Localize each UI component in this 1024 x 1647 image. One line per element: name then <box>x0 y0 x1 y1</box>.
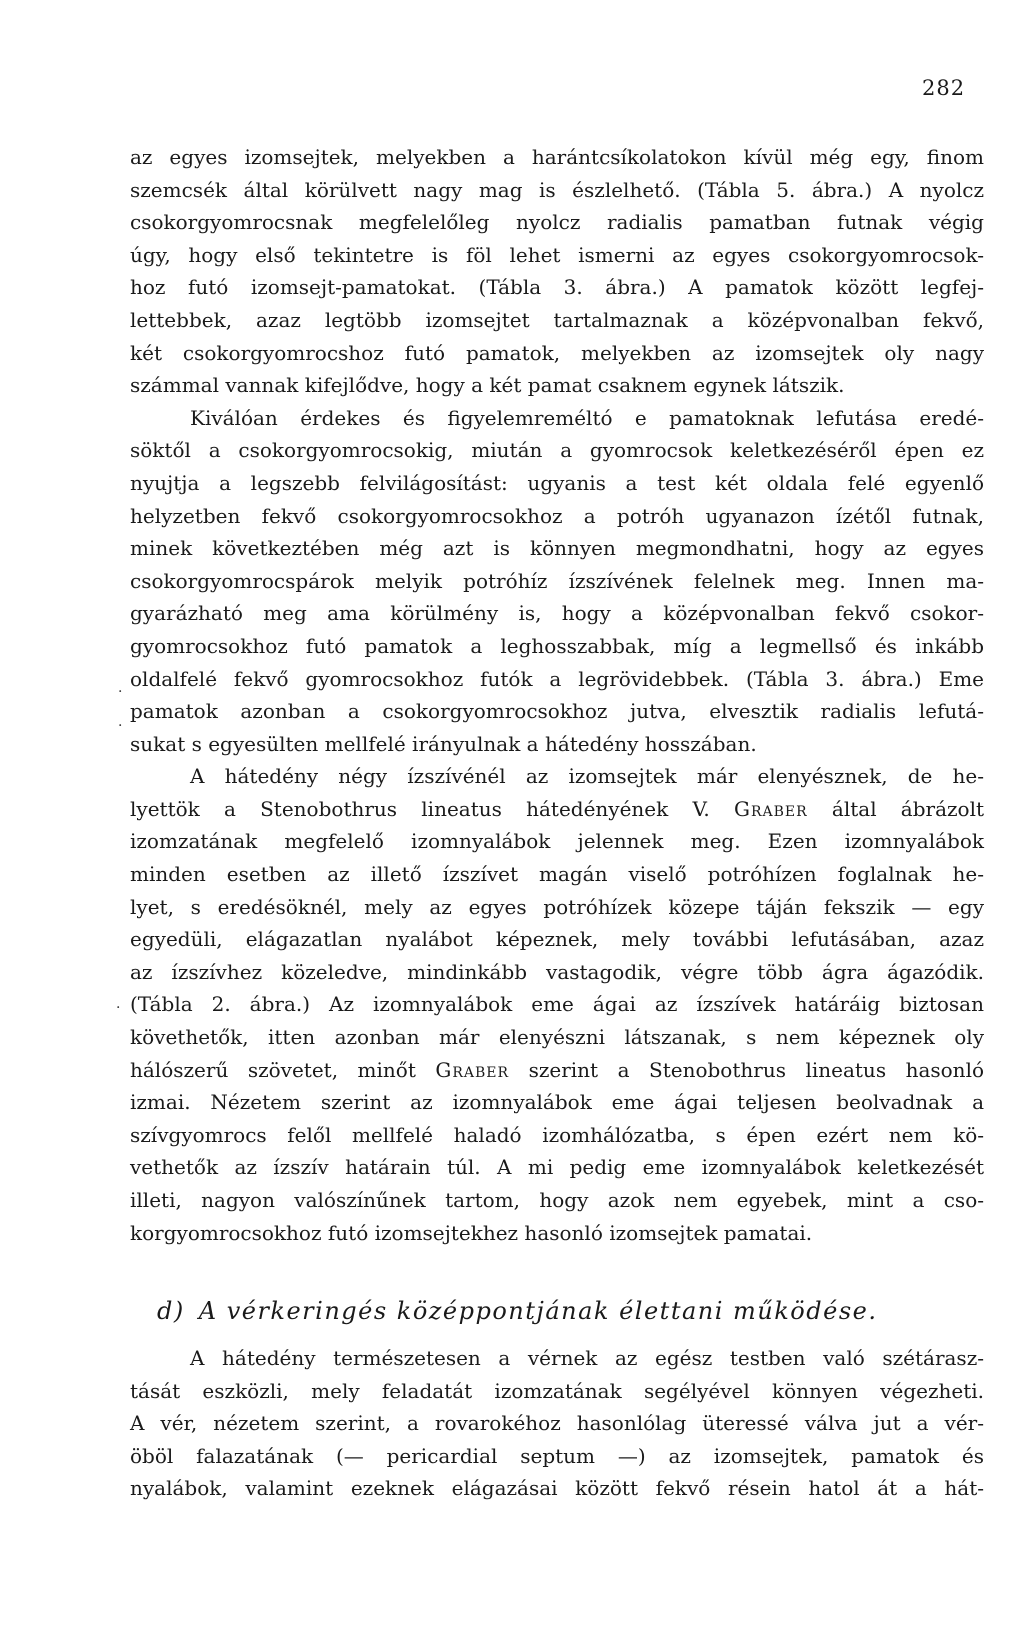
text-line <box>130 1054 984 1087</box>
text-line: sukat s egyesülten mellfelé irányulnak a hátedény hosszában. <box>130 731 757 756</box>
text-line: egyedüli, elágazatlan nyalábot képeznek, mely további lefutásában, azaz <box>130 927 984 952</box>
section-letter: d) <box>157 1297 185 1325</box>
text-line: lyet, s eredésöknél, mely az egyes potróhízek közepe táján fekszik — egy <box>130 894 984 919</box>
text-line: izmai. Nézetem szerint az izomnyalábok eme ágai teljesen beolvadnak a <box>130 1090 984 1115</box>
text-fragment: szerint a Stenobothrus lineatus hasonló <box>528 1057 985 1082</box>
text-line: minden esetben az illető ízszívet magán viselő potróhízen foglalnak he- <box>130 862 984 887</box>
text-line: izomzatának megfelelő izomnyalábok jelennek meg. Ezen izomnyalábok <box>130 829 984 854</box>
text-line: A hátedény négy ízszívénél az izomsejtek már elenyésznek, de he- <box>190 764 984 789</box>
page-number: 282 <box>922 76 966 100</box>
text-line: hoz futó izomsejt-pamatokat. (Tábla 3. ábra.) A pamatok között legfej- <box>130 275 984 300</box>
text-line: szívgyomrocs felől mellfelé haladó izomhálózatba, s épen ezért nem kö- <box>130 1122 984 1147</box>
section-title: A vérkeringés középpontjának élettani működése. <box>198 1297 878 1325</box>
text-line: pamatok azonban a csokorgyomrocsokhoz jutva, elvesztik radialis lefutá- <box>130 699 984 724</box>
text-line: illeti, nagyon valószínűnek tartom, hogy azok nem egyebek, mint a cso- <box>130 1188 984 1212</box>
text-line: csokorgyomrocspárok melyik potróhíz ízszívének felelnek meg. Innen ma- <box>130 568 984 593</box>
text-line: nyujtja a legszebb felvilágosítást: ugyanis a test két oldala felé egyenlő <box>130 470 984 495</box>
text-line: vethetők az ízszív határain túl. A mi pedig eme izomnyalábok keletkezését <box>130 1155 984 1180</box>
text-fragment: hálószerű szövetet, minőt <box>130 1057 416 1082</box>
text-line: gyarázható meg ama körülmény is, hogy a középvonalban fekvő csokor- <box>130 601 984 626</box>
text-line: söktől a csokorgyomrocsokig, miután a gyomrocsok keletkezéséről épen ez <box>130 438 984 463</box>
text-line: A hátedény természetesen a vérnek az egész testben való szétárasz- <box>190 1346 984 1370</box>
text-line: az ízszívhez közeledve, mindinkább vastagodik, végre több ágra ágazódik. <box>130 959 984 984</box>
author-name: Graber <box>435 1057 510 1082</box>
text-line: nyalábok, valamint ezeknek elágazásai között fekvő résein hatol át a hát- <box>130 1476 984 1501</box>
text-line <box>130 793 984 826</box>
text-line: korgyomrocsokhoz futó izomsejtekhez hasonló izomsejtek pamatai. <box>130 1220 813 1245</box>
section-heading <box>157 1297 957 1325</box>
text-fragment: által ábrázolt <box>831 796 985 821</box>
margin-speck: · <box>118 718 123 734</box>
text-line: Kiválóan érdekes és figyelemreméltó e pamatoknak lefutása eredé- <box>190 405 984 430</box>
author-name: Graber <box>734 796 808 821</box>
text-line: csokorgyomrocsnak megfelelőleg nyolcz radialis pamatban futnak végig <box>130 210 984 235</box>
text-line: öböl falazatának (— pericardial septum —) az izomsejtek, pamatok és <box>130 1443 984 1468</box>
text-line: követhetők, itten azonban már elenyészni látszanak, s nem képeznek oly <box>130 1025 984 1050</box>
text-line: gyomrocsokhoz futó pamatok a leghosszabbak, míg a legmellső és inkább <box>130 633 984 658</box>
text-line: oldalfelé fekvő gyomrocsokhoz futók a legrövidebbek. (Tábla 3. ábra.) Eme <box>130 666 984 691</box>
text-line: A vér, nézetem szerint, a rovarokéhoz hasonlólag üteressé válva jut a vér- <box>130 1411 984 1436</box>
body-text <box>130 141 984 1249</box>
text-line: lettebbek, azaz legtöbb izomsejtet tartalmaznak a középvonalban fekvő, <box>130 307 984 332</box>
text-line: két csokorgyomrocshoz futó pamatok, melyekben az izomsejtek oly nagy <box>130 340 984 365</box>
text-line: az egyes izomsejtek, melyekben a harántcsíkolatokon kívül még egy, finom <box>130 145 984 169</box>
text-fragment: lyettök a Stenobothrus lineatus hátedényének V. <box>130 796 710 821</box>
margin-speck: · <box>118 684 123 700</box>
margin-speck: · <box>116 1000 121 1016</box>
text-line: tását eszközli, mely feladatát izomzatának segélyével könnyen végezheti. <box>130 1378 984 1403</box>
text-line: szemcsék által körülvett nagy mag is észlelhető. (Tábla 5. ábra.) A nyolcz <box>130 177 984 202</box>
text-line: úgy, hogy első tekintetre is föl lehet ismerni az egyes csokorgyomrocsok- <box>130 242 984 267</box>
text-line: számmal vannak kifejlődve, hogy a két pamat csaknem egynek látszik. <box>130 373 845 398</box>
text-line: (Tábla 2. ábra.) Az izomnyalábok eme ágai az ízszívek határáig biztosan <box>130 992 984 1017</box>
text-line: helyzetben fekvő csokorgyomrocsokhoz a potróh ugyanazon ízétől futnak, <box>130 503 984 528</box>
text-line: minek következtében még azt is könnyen megmondhatni, hogy az egyes <box>130 536 984 561</box>
section-body-text <box>130 1342 984 1505</box>
